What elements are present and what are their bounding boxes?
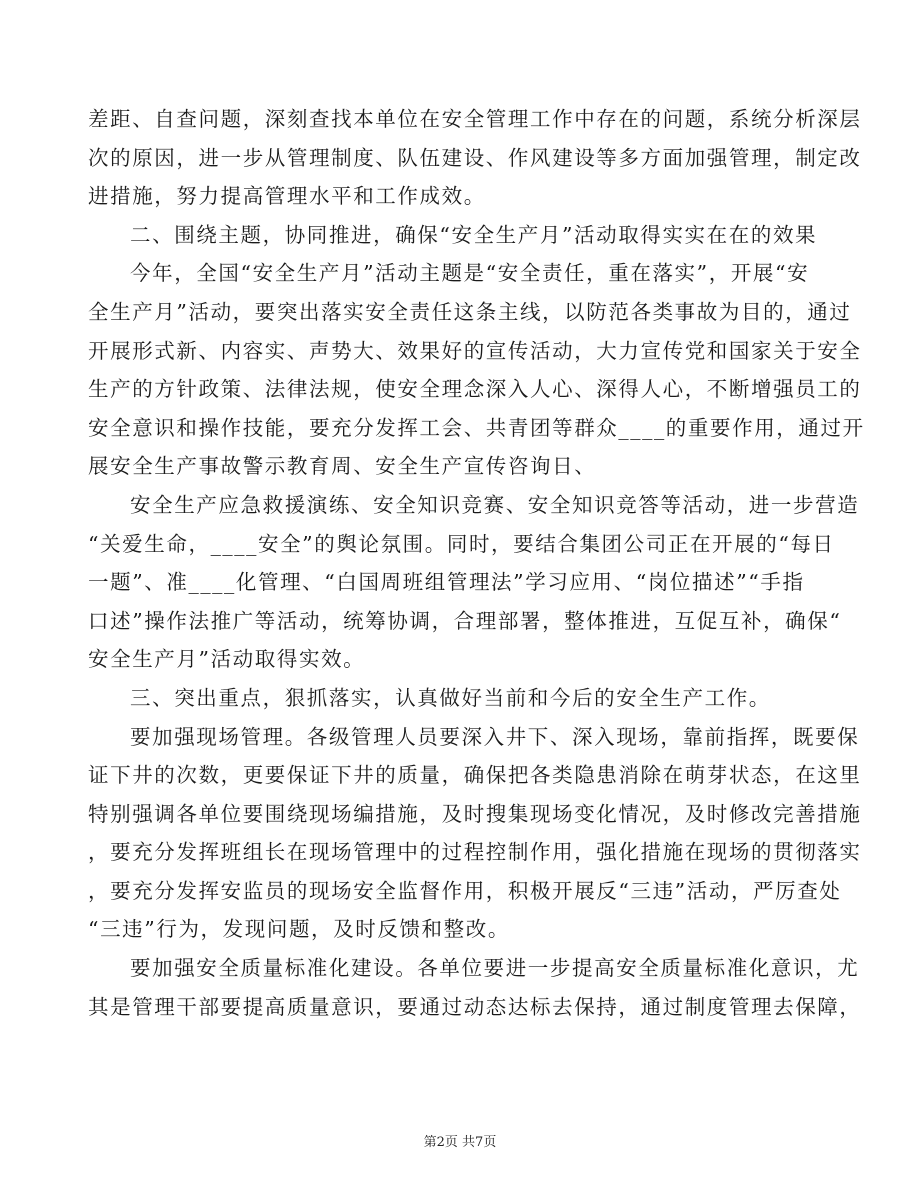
body-line: “三违”行为，发现问题，及时反馈和整改。 xyxy=(88,917,510,942)
page-number-footer: 第2页 共7页 xyxy=(423,1135,497,1150)
body-line: 差距、自查问题，深刻查找本单位在安全管理工作中存在的问题，系统分析深层 xyxy=(88,107,862,131)
body-line: 安全生产应急救援演练、安全知识竞赛、安全知识竞答等活动，进一步营造 xyxy=(130,492,860,517)
document-body xyxy=(88,100,865,1026)
body-line: 一题”、准____化管理、“白国周班组管理法”学习应用、“岗位描述”“手指 xyxy=(88,570,805,595)
body-line: ，要充分发挥安监员的现场安全监督作用，积极开展反“三违”活动，严厉查处 xyxy=(88,878,842,903)
body-line: 特别强调各单位要围绕现场编措施，及时搜集现场变化情况，及时修改完善措施 xyxy=(88,801,862,826)
body-line: 进措施，努力提高管理水平和工作成效。 xyxy=(88,184,486,209)
body-line: 要加强安全质量标准化建设。各单位要进一步提高安全质量标准化意识，尤 xyxy=(130,956,860,981)
body-line: 口述”操作法推广等活动，统筹协调，合理部署，整体推进，互促互补，确保“ xyxy=(88,608,842,633)
body-line: 安全生产月”活动取得实效。 xyxy=(88,647,366,672)
body-line: ，要充分发挥班组长在现场管理中的过程控制作用，强化措施在现场的贯彻落实 xyxy=(88,840,862,865)
body-line: 全生产月”活动，要突出落实安全责任这条主线，以防范各类事故为目的，通过 xyxy=(88,299,852,324)
body-line: 生产的方针政策、法律法规，使安全理念深入人心、深得人心，不断增强员工的 xyxy=(88,377,862,402)
body-line: 证下井的次数，更要保证下井的质量，确保把各类隐患消除在萌芽状态，在这里 xyxy=(88,763,862,788)
body-line: 今年，全国“安全生产月”活动主题是“安全责任，重在落实”，开展“安 xyxy=(130,261,810,286)
body-line: 要加强现场管理。各级管理人员要深入井下、深入现场，靠前指挥，既要保 xyxy=(130,724,860,749)
body-line: 次的原因，进一步从管理制度、队伍建设、作风建设等多方面加强管理，制定改 xyxy=(88,145,862,170)
body-line: “关爱生命，____安全”的舆论氛围。同时，要结合集团公司正在开展的“每日 xyxy=(88,531,835,556)
section-heading-3: 三、突出重点，狠抓落实，认真做好当前和今后的安全生产工作。 xyxy=(130,685,771,710)
body-line: 其是管理干部要提高质量意识，要通过动态达标去保持，通过制度管理去保障， xyxy=(88,994,862,1019)
section-heading-2: 二、围绕主题，协同推进，确保“安全生产月”活动取得实实在在的效果 xyxy=(130,222,818,247)
body-line: 展安全生产事故警示教育周、安全生产宣传咨询日、 xyxy=(88,454,597,479)
body-line: 开展形式新、内容实、声势大、效果好的宣传活动，大力宣传党和国家关于安全 xyxy=(88,338,862,363)
body-line: 安全意识和操作技能，要充分发挥工会、共青团等群众____的重要作用，通过开 xyxy=(88,415,865,440)
